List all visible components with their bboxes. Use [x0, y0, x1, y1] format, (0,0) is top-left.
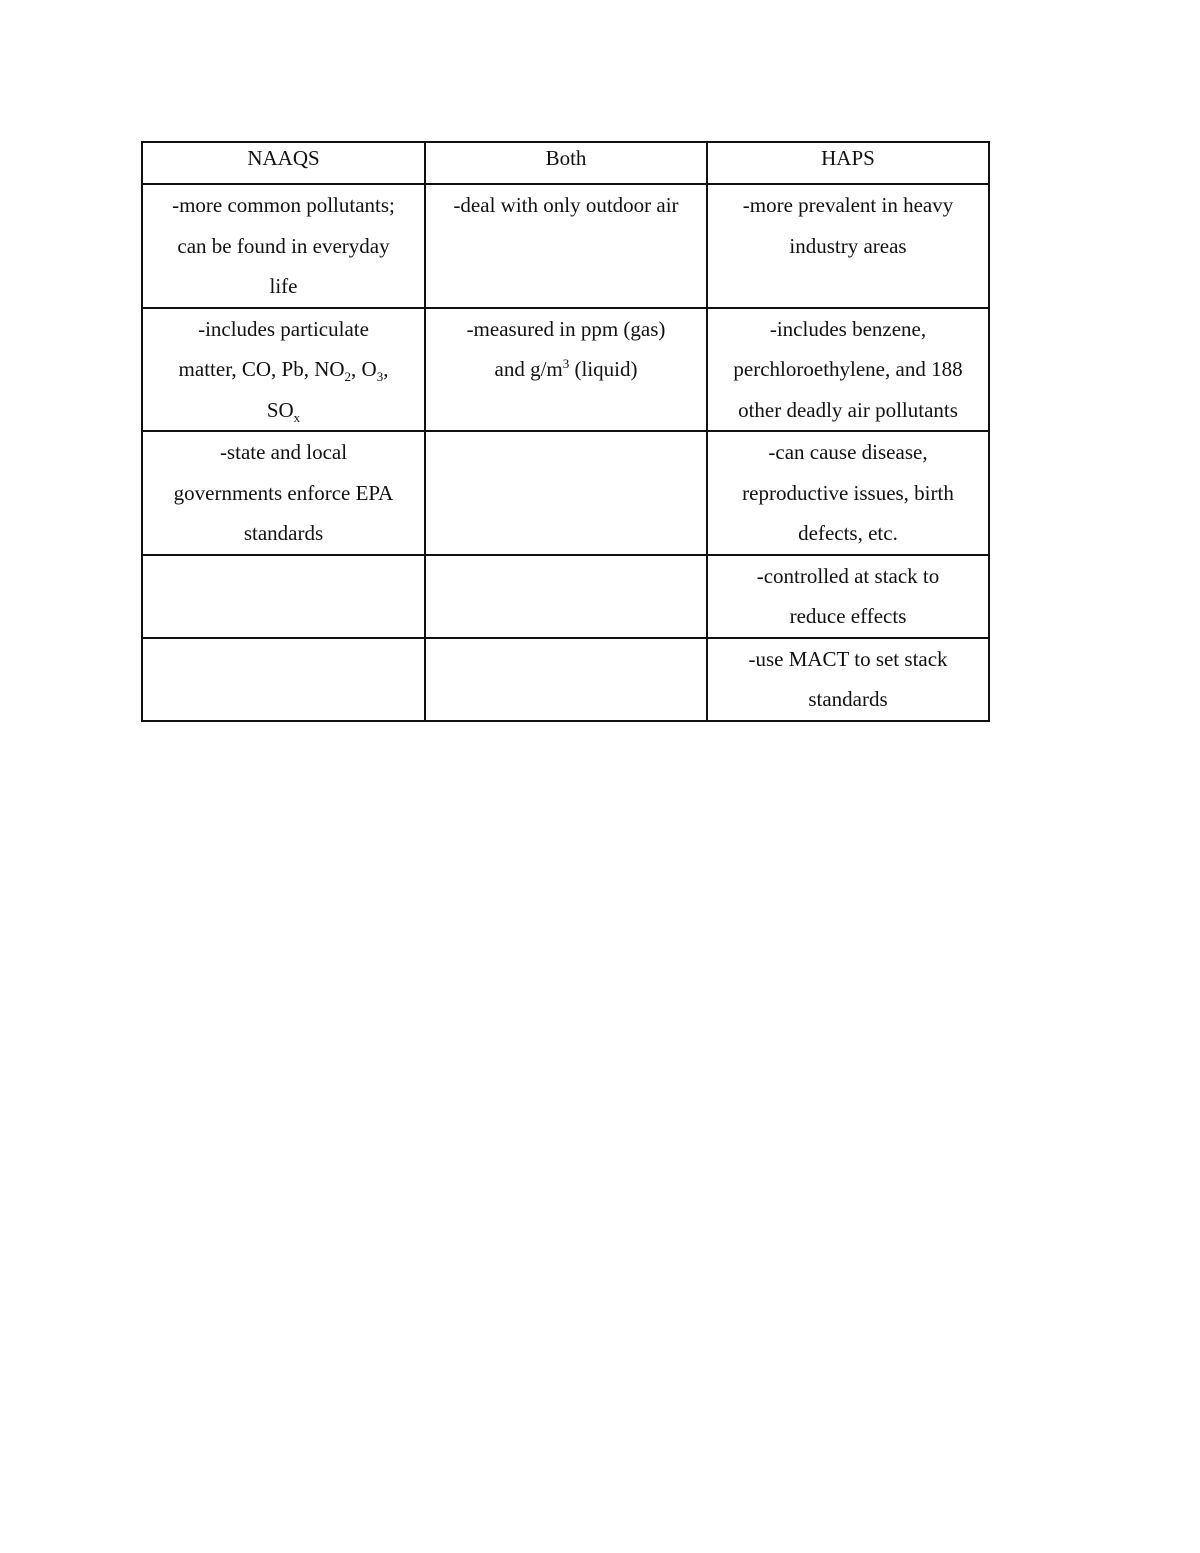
cell-text — [149, 390, 418, 431]
cell-text: reduce effects — [789, 604, 907, 628]
cell-text — [432, 349, 700, 390]
comparison-table — [141, 141, 990, 722]
cell-text: -state and local — [219, 440, 348, 464]
subscript: 3 — [376, 369, 384, 385]
header-haps: HAPS — [707, 142, 989, 184]
subscript: 2 — [344, 369, 352, 385]
cell-text: -includes benzene, — [769, 316, 927, 341]
cell-text: -can cause disease, — [768, 440, 928, 464]
cell-text: -controlled at stack to — [756, 563, 940, 588]
cell-text: life — [269, 274, 298, 298]
cell-text: reproductive issues, birth — [742, 480, 954, 505]
header-naaqs: NAAQS — [142, 142, 425, 184]
cell-text: governments enforce EPA — [173, 480, 394, 505]
table-row — [142, 184, 989, 308]
cell-text-part: , O — [351, 357, 377, 381]
cell-both — [425, 555, 707, 638]
cell-naaqs — [142, 308, 425, 432]
cell-both — [425, 308, 707, 432]
cell-text: -more common pollutants; — [172, 193, 395, 217]
superscript: 3 — [562, 356, 570, 371]
cell-both — [425, 638, 707, 721]
cell-text: defects, etc. — [798, 521, 898, 545]
table-row — [142, 308, 989, 432]
cell-text-part: (liquid) — [569, 357, 638, 381]
cell-text: -more prevalent in heavy — [742, 193, 954, 217]
cell-naaqs — [142, 184, 425, 308]
table-row — [142, 555, 989, 638]
cell-text: standards — [808, 687, 888, 711]
cell-both — [425, 184, 707, 308]
cell-text: -includes particulate — [198, 316, 369, 341]
cell-naaqs — [142, 638, 425, 721]
cell-text: -measured in ppm (gas) — [466, 316, 666, 341]
cell-text: other deadly air pollutants — [738, 397, 958, 422]
cell-text-part: matter, CO, Pb, NO — [178, 357, 345, 381]
cell-haps — [707, 431, 989, 555]
table-row — [142, 431, 989, 555]
table-row — [142, 638, 989, 721]
cell-haps — [707, 184, 989, 308]
cell-haps — [707, 555, 989, 638]
cell-text-part: SO — [266, 397, 294, 422]
cell-haps — [707, 308, 989, 432]
cell-text-part: , — [383, 357, 389, 381]
cell-text — [149, 349, 418, 390]
cell-text: industry areas — [789, 233, 907, 258]
cell-text-part: and g/m — [494, 357, 563, 381]
cell-naaqs — [142, 555, 425, 638]
cell-text: can be found in everyday — [177, 233, 390, 258]
cell-text: perchloroethylene, and 188 — [733, 357, 963, 381]
cell-naaqs — [142, 431, 425, 555]
subscript: x — [293, 409, 301, 425]
header-both: Both — [425, 142, 707, 184]
table-header-row — [142, 142, 989, 184]
cell-haps — [707, 638, 989, 721]
cell-text: -deal with only outdoor air — [453, 193, 679, 217]
cell-text: standards — [243, 521, 324, 545]
cell-both — [425, 431, 707, 555]
cell-text: -use MACT to set stack — [748, 646, 948, 671]
